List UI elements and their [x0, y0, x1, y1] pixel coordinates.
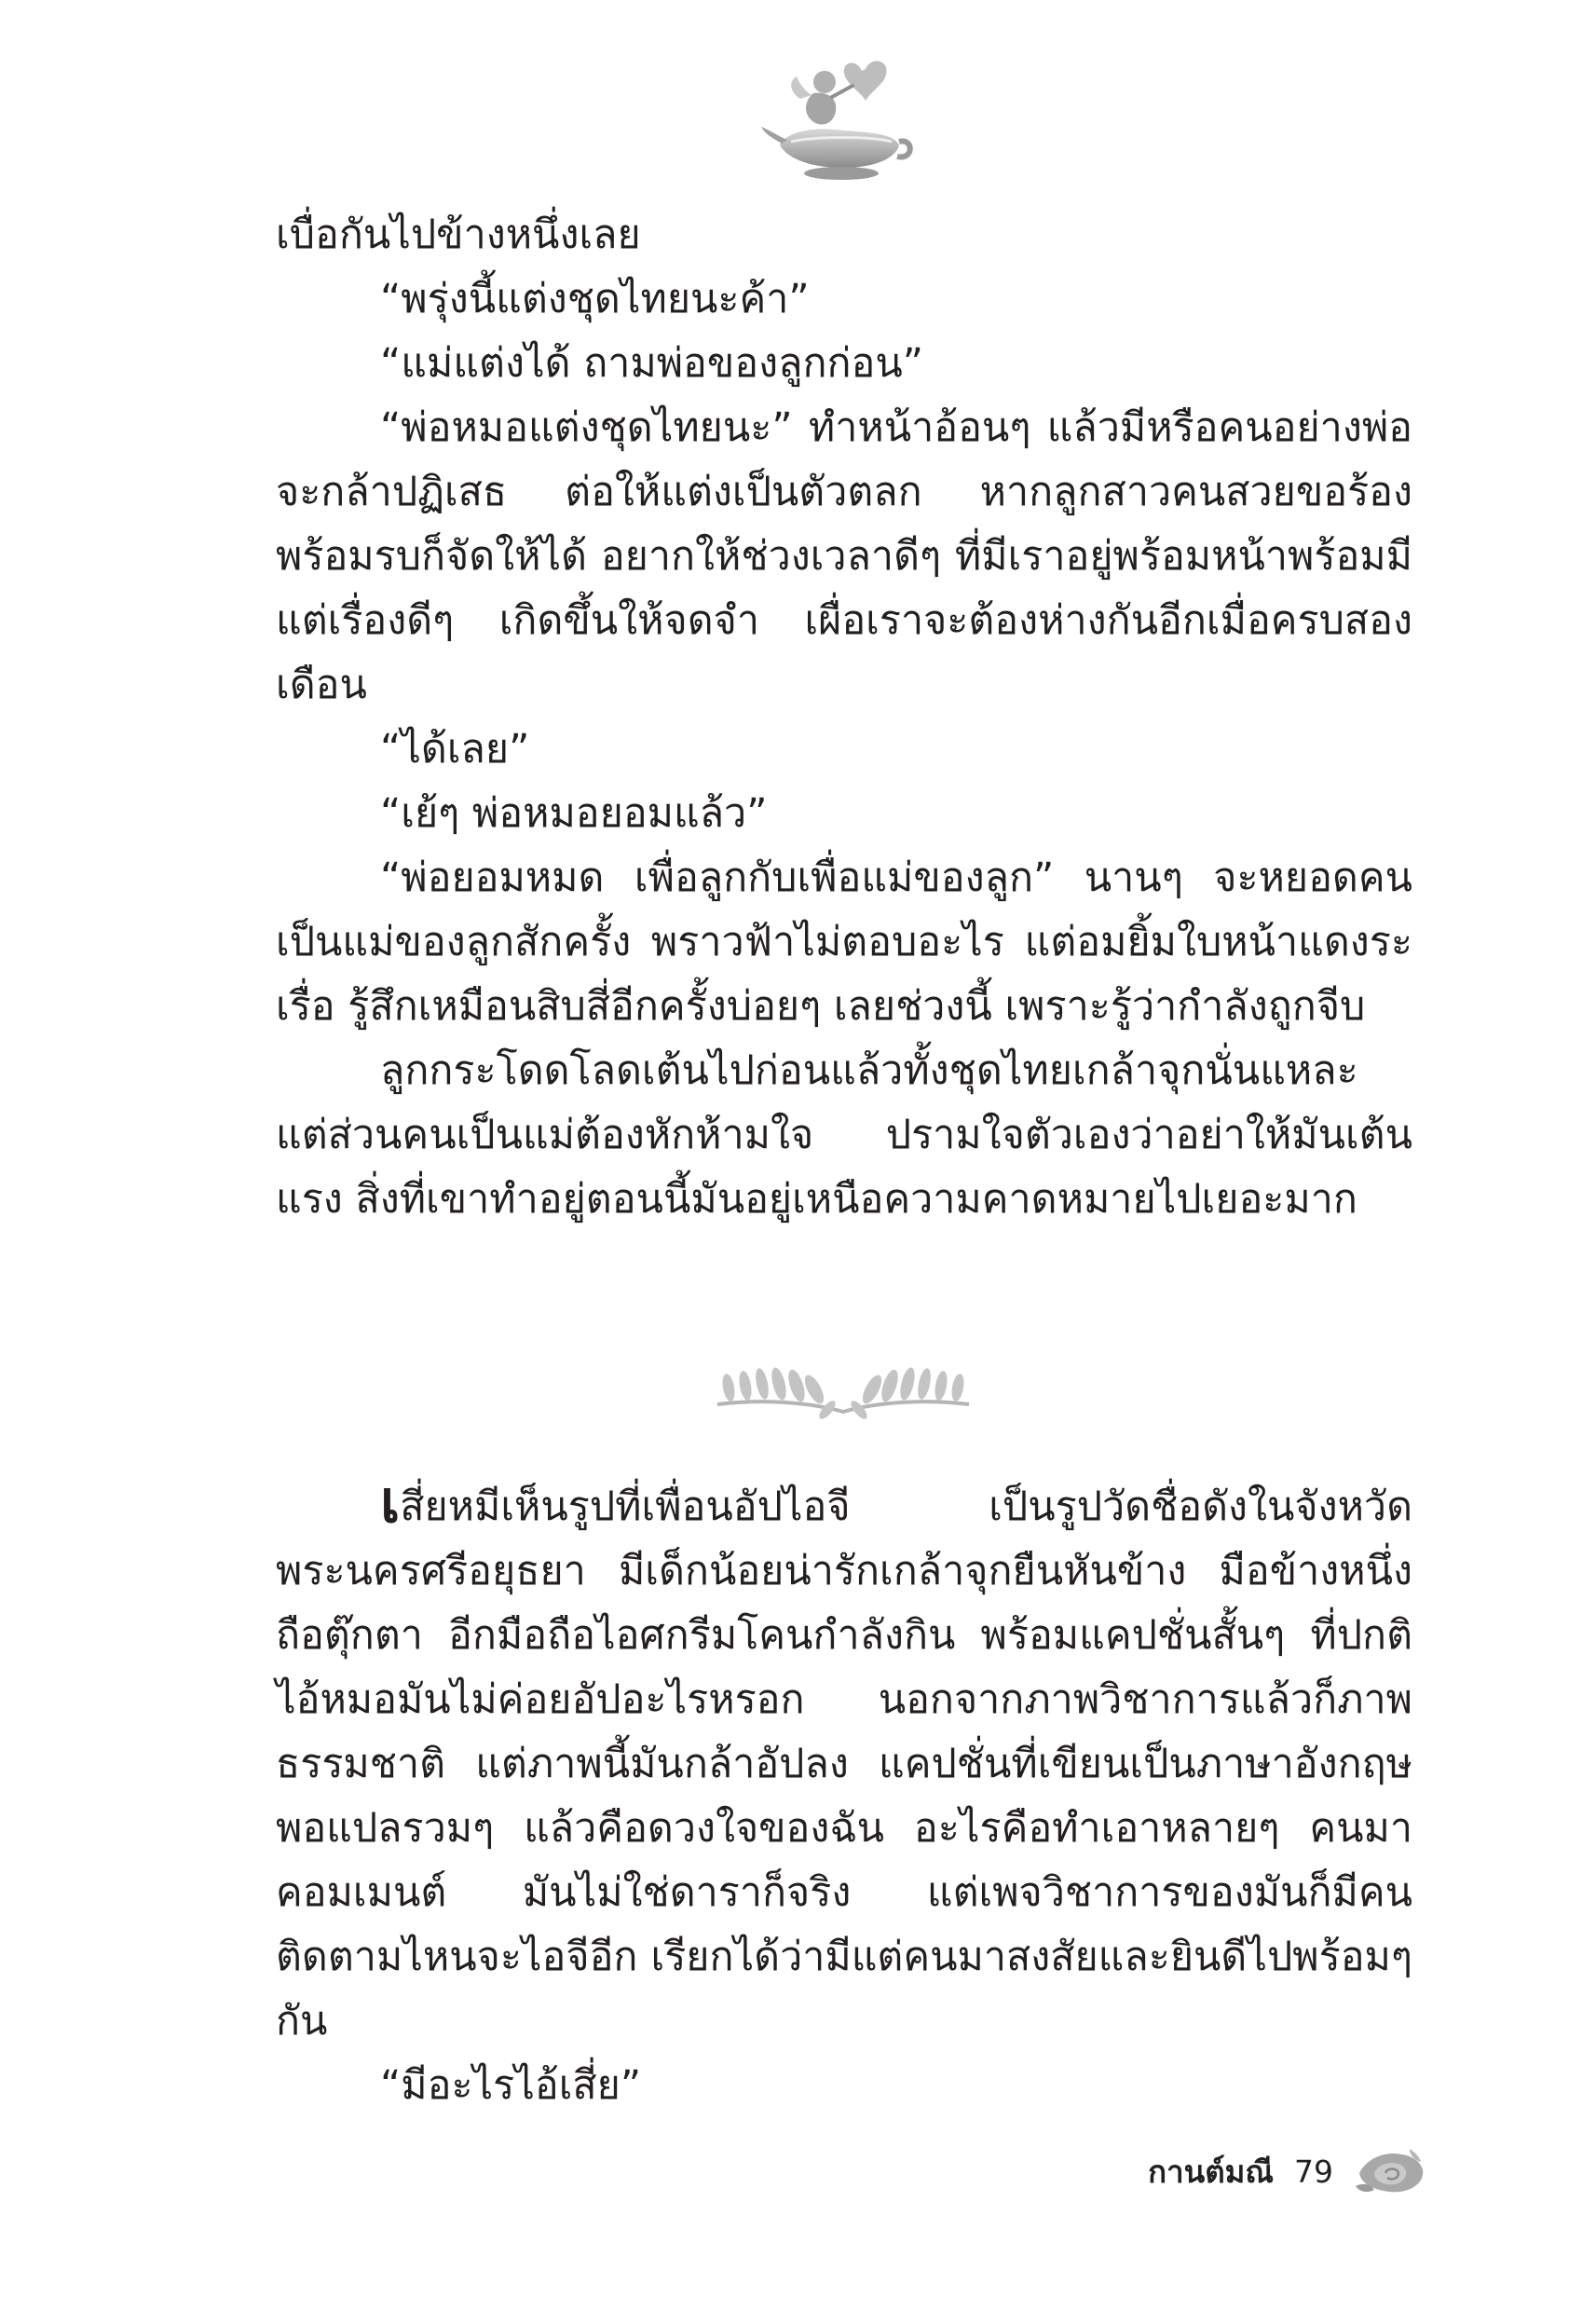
- rose-icon: [1354, 2145, 1428, 2197]
- paragraph-3: “แม่แต่งได้ ถามพ่อของลูกก่อน”: [380, 340, 924, 387]
- paragraph-5: “ได้เลย”: [380, 726, 530, 773]
- cupid-teacup-ornament-icon: [759, 45, 918, 185]
- paragraph-4: “พ่อหมอแต่งชุดไทยนะ” ทำหน้าอ้อนๆ แล้วมีหรือคนอย่างพ่อจะกล้าปฏิเสธ ต่อให้แต่งเป็นตัวตลก หากลูกสาวคนสวยขอร้อง พร้อมรบก็จัดให้ได้ อยากให้ช่วงเวลาดีๆ ที่มีเราอยู่พร้อมหน้าพร้อมมีแต่เรื่องดีๆ เกิดขึ้นให้จดจำ เผื่อเราจะต้องห่างกันอีกเมื่อครบสองเดือน: [276, 404, 1412, 708]
- dropcap-paragraph-text: สี่ยหมีเห็นรูปที่เพื่อนอัปไอจี เป็นรูปวัดชื่อดังในจังหวัดพระนครศรีอยุธยา มีเด็กน้อยน่ารักเกล้าจุกยืนหันข้าง มือข้างหนึ่งถือตุ๊กตา อีกมือถือไอศกรีมโคนกำลังกิน พร้อมแคปชั่นสั้นๆ ที่ปกติไอ้หมอมันไม่ค่อยอัปอะไรหรอก นอกจากภาพวิชาการแล้วก็ภาพธรรมชาติ แต่ภาพนี้มันกล้าอัปลง แคปชั่นที่เขียนเป็นภาษาอังกฤษพอแปลรวมๆ แล้วคือดวงใจของฉัน อะไรคือทำเอาหลายๆ คนมาคอมเมนต์ มันไม่ใช่ดาราก็จริง แต่เพจวิชาการของมันก็มีคนติดตามไหนจะไอจีอีก เรียกได้ว่ามีแต่คนมาสงสัยและยินดีไปพร้อมๆ กัน: [276, 1484, 1412, 2044]
- paragraph-1: เบื่อกันไปข้างหนึ่งเลย: [276, 212, 641, 258]
- paragraph-6: “เย้ๆ พ่อหมอยอมแล้ว”: [380, 790, 768, 837]
- text-block-1: [276, 203, 1412, 1232]
- page-footer: [1148, 2143, 1428, 2199]
- paragraph-last: “มีอะไรไอ้เสี่ย”: [380, 2062, 642, 2109]
- page-number: 79: [1294, 2153, 1333, 2190]
- laurel-divider-icon: [708, 1356, 978, 1430]
- paragraph-8: ลูกกระโดดโลดเต้นไปก่อนแล้วทั้งชุดไทยเกล้าจุกนั่นแหละ แต่ส่วนคนเป็นแม่ต้องหักห้ามใจ ปรามใจตัวเองว่าอย่าให้มันเต้นแรง สิ่งที่เขาทำอยู่ตอนนี้มันอยู่เหนือความคาดหมายไปเยอะมาก: [276, 1047, 1412, 1223]
- dropcap-letter: เ: [380, 1468, 401, 1536]
- dropcap-paragraph: [276, 1468, 1412, 2054]
- text-block-2: [276, 1468, 1412, 2118]
- paragraph-2: “พรุ่งนี้แต่งชุดไทยนะค้า”: [380, 276, 810, 322]
- paragraph-7: “พ่อยอมหมด เพื่อลูกกับเพื่อแม่ของลูก” นานๆ จะหยอดคนเป็นแม่ของลูกสักครั้ง พราวฟ้าไม่ตอบอะไร แต่อมยิ้มใบหน้าแดงระเรื่อ รู้สึกเหมือนสิบสี่อีกครั้งบ่อยๆ เลยช่วงนี้ เพราะรู้ว่ากำลังถูกจีบ: [276, 855, 1412, 1030]
- book-title: กานต์มณี: [1148, 2153, 1274, 2190]
